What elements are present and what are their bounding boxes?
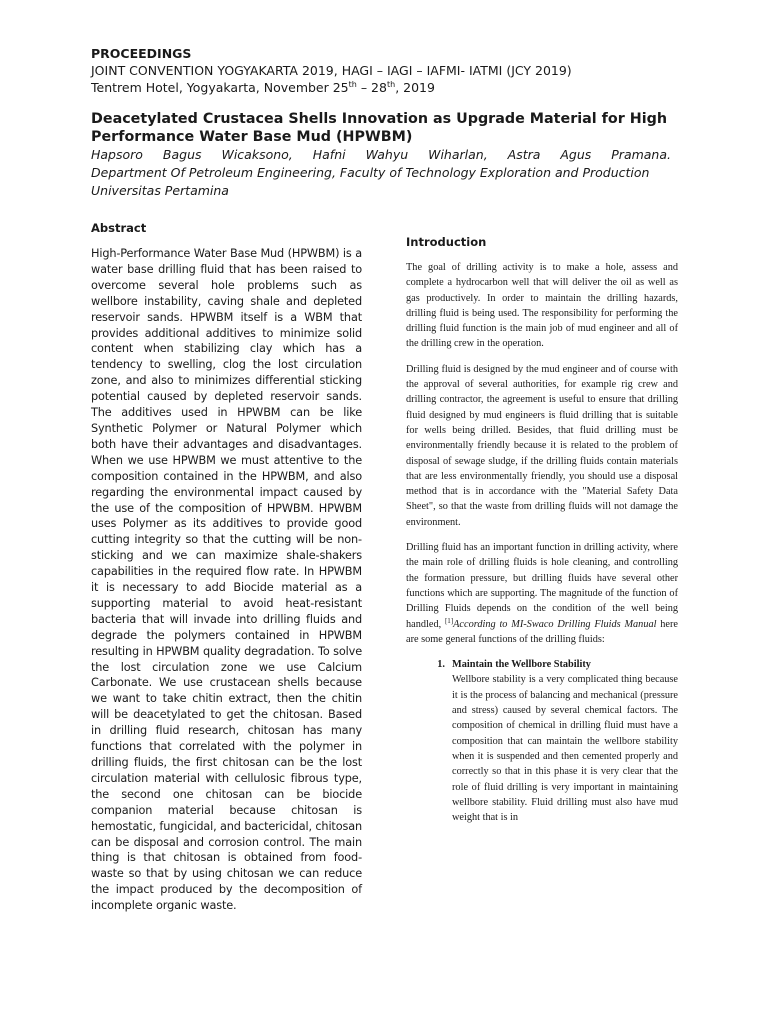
paper-authors: Hapsoro Bagus Wicaksono, Hafni Wahyu Wiharlan, Astra Agus Pramana. xyxy=(91,147,671,162)
paper-affiliation: Department Of Petroleum Engineering, Faculty of Technology Exploration and Production Universitas Pertamina xyxy=(91,165,650,198)
intro-paragraph-2: Drilling fluid is designed by the mud engineer and of course with the approval of several authorities, for example rig crew and drilling contractor, the agreement is useful to ensure that drilling fluid designed by mud engineers is fluid drilling that is suitable for wells being drilled. Besides, that fluid drilling must be environmentally friendly because it is related to the problem of disposal of sewage sludge, if the drilling fluids contain materials that are less environmentally friendly, you should use a disposal method that is in accordance with the "Material Safety Data Sheet", so that the waste from drilling fluids will not damage the environment. xyxy=(406,363,678,528)
venue-sup-1: th xyxy=(348,80,357,89)
venue-suffix: , 2019 xyxy=(395,80,435,95)
para3-start: Drilling fluid has an important function in drilling activity, where the main role of drilling fluids is hole cleaning, and controlling the formation pressure, but drilling fluids have several other functions which are supporting. The magnitude of the function of Drilling Fluids depends on the condition of the well being handled, xyxy=(406,542,678,630)
list-item-body: Wellbore stability is a very complicated thing because it is the process of balancing and mechanical (pressure and stress) caused by several chemical factors. The composition of chemical in drilling fluid must have a composition that can maintain the wellbore stability when it is suspended and then cemented properly and correctly so that in this phase it is very clear that the role of fluid drilling is very important in maintaining wellbore stability. Fluid drilling must also have mud weight that is in xyxy=(452,674,678,824)
conference-venue xyxy=(91,79,691,96)
title-block xyxy=(91,110,671,200)
paper-title: Deacetylated Crustacea Shells Innovation as Upgrade Material for High Performance Water Base Mud (HPWBM) xyxy=(91,111,668,145)
intro-paragraph-1: The goal of drilling activity is to make a hole, assess and complete a hydrocarbon well that will deliver the oil as well as gas productively. In order to maintain the drilling hazards, drilling fluid is being used. The responsibility for performing the drilling fluid function is the main job of mud engineer and all of the drilling crew in the operation. xyxy=(406,262,678,350)
citation-ref: [1] xyxy=(444,616,454,625)
conference-name: JOINT CONVENTION YOGYAKARTA 2019, HAGI – IAGI – IAFMI- IATMI (JCY 2019) xyxy=(91,63,572,78)
left-column xyxy=(91,220,362,914)
abstract-heading: Abstract xyxy=(91,221,147,235)
abstract-body: High-Performance Water Base Mud (HPWBM) is a water base drilling fluid that has been raised to overcome several hole problems such as wellbore instability, caving shale and depleted reservoir sands. HPWBM itself is a WBM that provides additional additives to minimize solid content when stabilizing clay which has a tendency to swelling, clog the lost circulation zone, and also to minimizes differential sticking potential caused by depleted reservoir sands. The additives used in HPWBM can be like Synthetic Polymer or Natural Polymer which both have their advantages and disadvantages. When we use HPWBM we must attentive to the composition contained in the HPWBM, and also regarding the environmental impact caused by the use of the composition of HPWBM. HPWBM uses Polymer as its additives to provide good cutting integrity so that the cutting will be non-sticking and we can maximize shale-shakers capabilities in the required flow rate. In HPWBM it is necessary to add Biocide material as a supporting material to avoid heat-resistant bacteria that will invade into drilling fluids and degrade the polymers contained in HPWBM resulting in HPWBM quality degradation. To solve the lost circulation zone we use Calcium Carbonate. We use crustacean shells because we want to take chitin extract, then the chitin will be deacetylated to get the chitosan. Based in drilling fluid research, chitosan has many functions that correlated with the polymer in drilling fluids, the first chitosan can be the lost circulation material with cellulosic fibrous type, the second one chitosan can be biocide companion material because chitosan is hemostatic, fungicidal, and bactericidal, chitosan can be disposal and corrosion control. The main thing is that chitosan is obtained from food-waste so that by using chitosan we can reduce the impact produced by the decomposition of incomplete organic waste. xyxy=(91,247,362,913)
venue-prefix: Tentrem Hotel, Yogyakarta, November 25 xyxy=(91,80,349,95)
para3-italic-source: According to MI-Swaco Drilling Fluids Manual xyxy=(453,618,657,630)
proceedings-header xyxy=(91,45,691,96)
list-item-content xyxy=(452,657,678,825)
list-item-number: 1. xyxy=(437,659,445,671)
right-column xyxy=(406,234,678,825)
proceedings-label: PROCEEDINGS xyxy=(91,46,192,61)
para3-end: here are some general functions of the drilling fluids: xyxy=(406,618,678,645)
list-item xyxy=(406,657,678,825)
introduction-heading: Introduction xyxy=(406,235,487,249)
intro-paragraph-3 xyxy=(406,540,678,647)
venue-sup-2: th xyxy=(386,80,396,89)
list-item-title: Maintain the Wellbore Stability xyxy=(452,659,591,671)
venue-mid: – 28 xyxy=(356,80,387,95)
